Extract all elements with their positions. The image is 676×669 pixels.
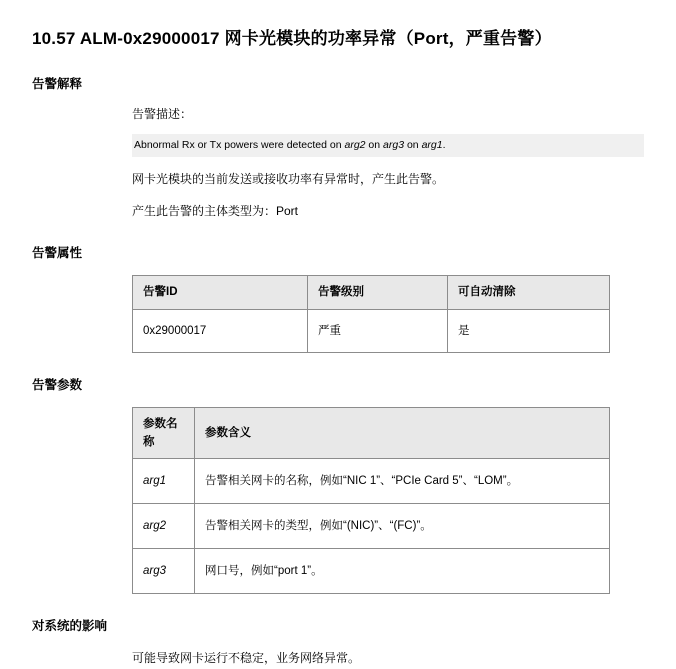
cell-auto-clear: 是 — [448, 309, 610, 352]
cell-alarm-id: 0x29000017 — [133, 309, 308, 352]
cell-param-name-arg3: arg3 — [133, 549, 195, 594]
alarm-description-label: 告警描述： — [132, 107, 193, 122]
table-header-row — [133, 276, 610, 309]
alarm-explanation-text: 网卡光模块的当前发送或接收功率有异常时，产生此告警。 — [132, 171, 445, 186]
section-heading-alarm-attributes: 告警属性 — [32, 246, 83, 261]
cell-param-meaning-arg2: 告警相关网卡的类型，例如“(NIC)”、“(FC)”。 — [195, 504, 610, 549]
cell-param-meaning-arg3: 网口号，例如“port 1”。 — [195, 549, 610, 594]
section-heading-system-impact: 对系统的影响 — [32, 619, 108, 634]
alarm-subject-type-text: 产生此告警的主体类型为：Port — [132, 203, 299, 218]
table-row — [133, 309, 610, 352]
table-row — [133, 504, 610, 549]
cell-param-name-arg1: arg1 — [133, 459, 195, 504]
alarm-explanation-body — [132, 104, 644, 221]
code-arg-arg3: arg3 — [383, 138, 405, 151]
cell-param-name-arg2: arg2 — [133, 504, 195, 549]
alarm-description-code — [132, 134, 644, 157]
section-heading-alarm-parameters: 告警参数 — [32, 377, 83, 392]
column-header-alarm-id: 告警ID — [133, 276, 308, 309]
table-row — [133, 549, 610, 594]
system-impact-text: 可能导致网卡运行不稳定，业务网络异常。 — [132, 651, 361, 666]
section-heading-alarm-explanation: 告警解释 — [32, 77, 83, 92]
page-title: 10.57 ALM-0x29000017 网卡光模块的功率异常（Port，严重告警） — [32, 29, 552, 48]
column-header-param-name: 参数名称 — [133, 407, 195, 459]
column-header-alarm-severity: 告警级别 — [308, 276, 448, 309]
code-mid-2: on — [404, 138, 422, 151]
cell-alarm-severity: 严重 — [308, 309, 448, 352]
code-mid-1: on — [365, 138, 384, 151]
alarm-parameters-table — [132, 407, 610, 595]
column-header-auto-clear: 可自动清除 — [448, 276, 610, 309]
code-suffix: . — [442, 138, 446, 151]
column-header-param-meaning: 参数含义 — [195, 407, 610, 459]
code-arg-arg1: arg1 — [421, 138, 443, 151]
table-header-row — [133, 407, 610, 459]
table-row — [133, 459, 610, 504]
alarm-attributes-table — [132, 275, 610, 352]
code-arg-arg2: arg2 — [344, 138, 366, 151]
code-prefix: Abnormal Rx or Tx powers were detected on — [134, 138, 345, 151]
cell-param-meaning-arg1: 告警相关网卡的名称，例如“NIC 1”、“PCIe Card 5”、“LOM”。 — [195, 459, 610, 504]
